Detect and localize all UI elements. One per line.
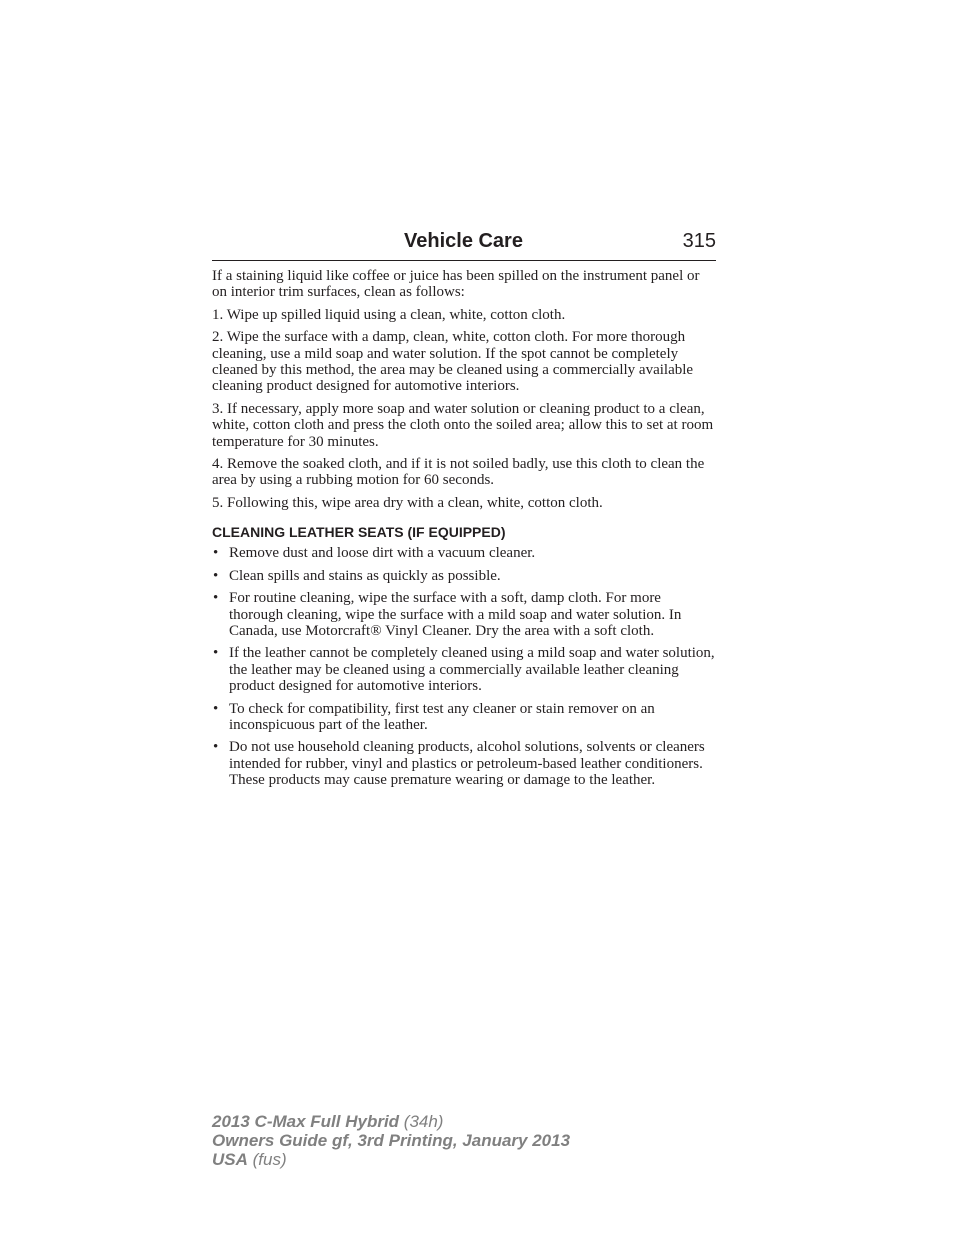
bullet-icon: • [213, 567, 219, 584]
list-item-text: For routine cleaning, wipe the surface with a soft, damp cloth. For more thorough cleaning, wipe the surface with a mild soap and water solution. In Canada, use Motorcraft® Vinyl Cleaner. Dry the area with a soft cloth. [229, 590, 682, 639]
leather-seats-heading: CLEANING LEATHER SEATS (IF EQUIPPED) [212, 524, 506, 541]
page-footer [212, 1112, 570, 1169]
section-title: Vehicle Care [404, 230, 523, 252]
bullet-icon: • [213, 700, 219, 717]
list-item-text: Do not use household cleaning products, alcohol solutions, solvents or cleaners intended for rubber, vinyl and plastics or petroleum-based leather conditioners. These products may cause premature wearing or damage to the leather. [229, 739, 705, 789]
bullet-icon: • [213, 590, 219, 607]
list-item [212, 545, 716, 561]
page-header [212, 228, 716, 261]
bullet-icon: • [213, 739, 219, 756]
list-item-text: Clean spills and stains as quickly as possible. [229, 567, 501, 584]
step-1: 1. Wipe up spilled liquid using a clean, white, cotton cloth. [212, 306, 566, 323]
page-number: 315 [682, 230, 716, 252]
footer-line-model: 2013 C-Max Full Hybrid (34h) [212, 1112, 444, 1131]
list-item-text: If the leather cannot be completely cleaned using a mild soap and water solution, the leather may be cleaned using a commercially available leather cleaning product designed for automotive interiors. [229, 645, 715, 695]
intro-paragraph: If a staining liquid like coffee or juice has been spilled on the instrument panel or on interior trim surfaces, clean as follows: [212, 268, 700, 301]
step-5: 5. Following this, wipe area dry with a clean, white, cotton cloth. [212, 494, 603, 511]
bullet-icon: • [213, 645, 219, 662]
bullet-icon: • [213, 545, 219, 562]
list-item-text: To check for compatibility, first test any cleaner or stain remover on an inconspicuous part of the leather. [229, 700, 655, 733]
footer-line-region: USA (fus) [212, 1150, 287, 1169]
list-item [212, 701, 716, 734]
footer-line-guide: Owners Guide gf, 3rd Printing, January 2013 [212, 1131, 571, 1150]
step-4: 4. Remove the soaked cloth, and if it is not soiled badly, use this cloth to clean the area by using a rubbing motion for 60 seconds. [212, 456, 705, 489]
list-item [212, 739, 716, 788]
step-2: 2. Wipe the surface with a damp, clean, white, cotton cloth. For more thorough cleaning, use a mild soap and water solution. If the spot cannot be completely cleaned by this method, the area may be cleaned using a commercially available cleaning product designed for automotive interiors. [212, 329, 694, 395]
list-item-text: Remove dust and loose dirt with a vacuum cleaner. [229, 545, 536, 562]
list-item [212, 590, 716, 639]
list-item [212, 568, 716, 584]
step-3: 3. If necessary, apply more soap and water solution or cleaning product to a clean, white, cotton cloth and press the cloth onto the soiled area; allow this to set at room temperature for 30 minutes. [212, 400, 714, 450]
leather-care-list [212, 545, 716, 788]
list-item [212, 645, 716, 694]
page-content [212, 268, 716, 795]
